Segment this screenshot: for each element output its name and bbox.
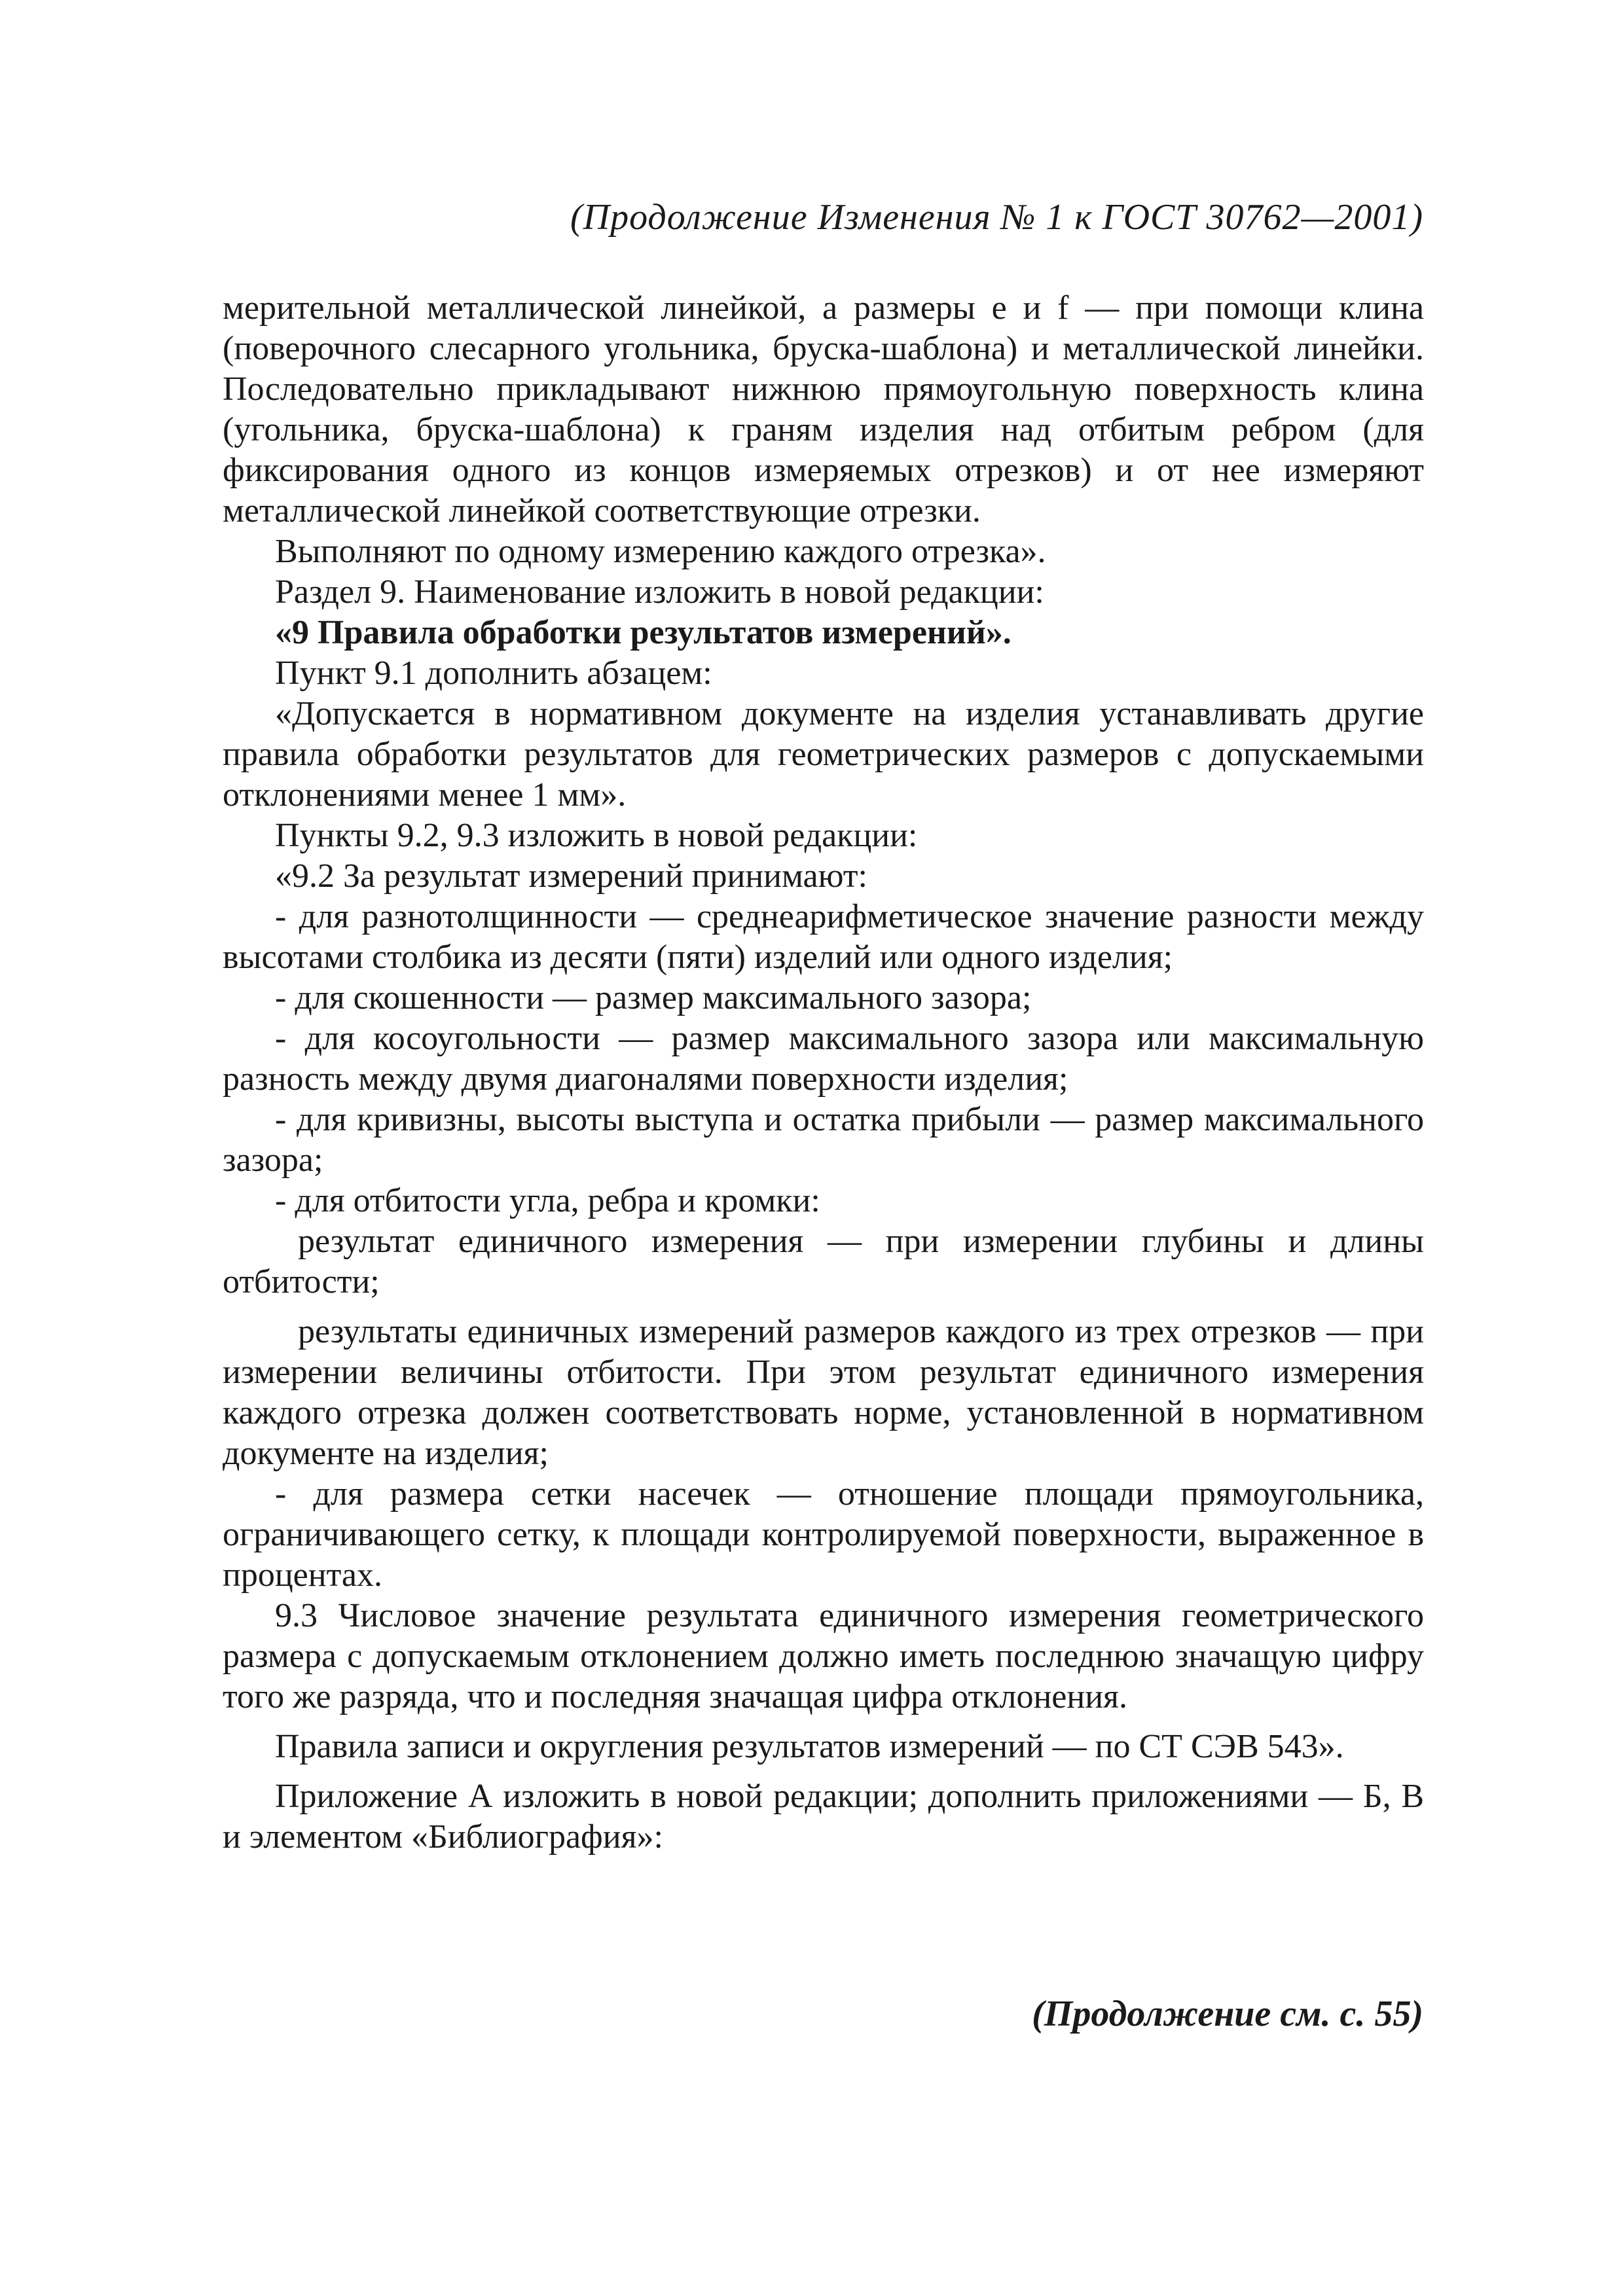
page-header: (Продолжение Изменения № 1 к ГОСТ 30762—2001) — [570, 197, 1423, 238]
paragraph: Правила записи и округления результатов измерений — по СТ СЭВ 543». — [275, 1728, 1344, 1765]
paragraph: мерительной металлической линейкой, а размеры e и f — при помощи клина (поверочного слесарного угольника, бруска-шаблона) и металлической линейки. Последовательно прикладывают нижнюю прямоугольную поверхность клина (угольника, бруска-шаблона) к граням изделия над отбитым ребром (для фиксирования одного из концов измеряемых отрезков) и от нее измеряют металлической линейкой соответствующие отрезки. — [223, 289, 1424, 529]
paragraph: Пункты 9.2, 9.3 изложить в новой редакции: — [275, 817, 918, 854]
paragraph: Раздел 9. Наименование изложить в новой редакции: — [275, 573, 1044, 611]
paragraph: 9.3 Числовое значение результата единичного измерения геометрического размера с допускаемым отклонением должно иметь последнюю значащую цифру того же разряда, что и последняя значащая цифра отклонения. — [223, 1597, 1424, 1715]
list-item: - для отбитости угла, ребра и кромки: — [275, 1182, 820, 1219]
paragraph: Выполняют по одному измерению каждого отрезка». — [275, 533, 1046, 570]
list-item: - для косоугольности — размер максимального зазора или максимальную разность между двумя диагоналями поверхности изделия; — [223, 1020, 1424, 1098]
paragraph: Приложение А изложить в новой редакции; дополнить приложениями — Б, В и элементом «Библиография»: — [223, 1778, 1424, 1856]
sub-list-item: результат единичного измерения — при измерении глубины и длины отбитости; — [223, 1223, 1424, 1300]
list-item: - для скошенности — размер максимального зазора; — [275, 979, 1032, 1016]
list-item: - для разнотолщинности — среднеарифметическое значение разности между высотами столбика из десяти (пяти) изделий или одного изделия; — [223, 898, 1424, 976]
paragraph: Пункт 9.1 дополнить абзацем: — [275, 655, 712, 692]
list-item: - для кривизны, высоты выступа и остатка прибыли — размер максимального зазора; — [223, 1101, 1424, 1179]
sub-list-item: результаты единичных измерений размеров каждого из трех отрезков — при измерении величины отбитости. При этом результат единичного измерения каждого отрезка должен соответствовать норме, установленной в нормативном документе на изделия; — [223, 1313, 1424, 1472]
page-footer-continuation: (Продолжение см. с. 55) — [1032, 1994, 1423, 2034]
paragraph: «Допускается в нормативном документе на изделия устанавливать другие правила обработки результатов для геометрических размеров с допускаемыми отклонениями менее 1 мм». — [223, 695, 1424, 814]
list-item: - для размера сетки насечек — отношение площади прямоугольника, ограничивающего сетку, к площади контролируемой поверхности, выраженное в процентах. — [223, 1475, 1424, 1594]
body-text — [223, 288, 1424, 1857]
paragraph: «9.2 За результат измерений принимают: — [275, 857, 867, 895]
section-heading: «9 Правила обработки результатов измерений». — [275, 614, 1012, 651]
